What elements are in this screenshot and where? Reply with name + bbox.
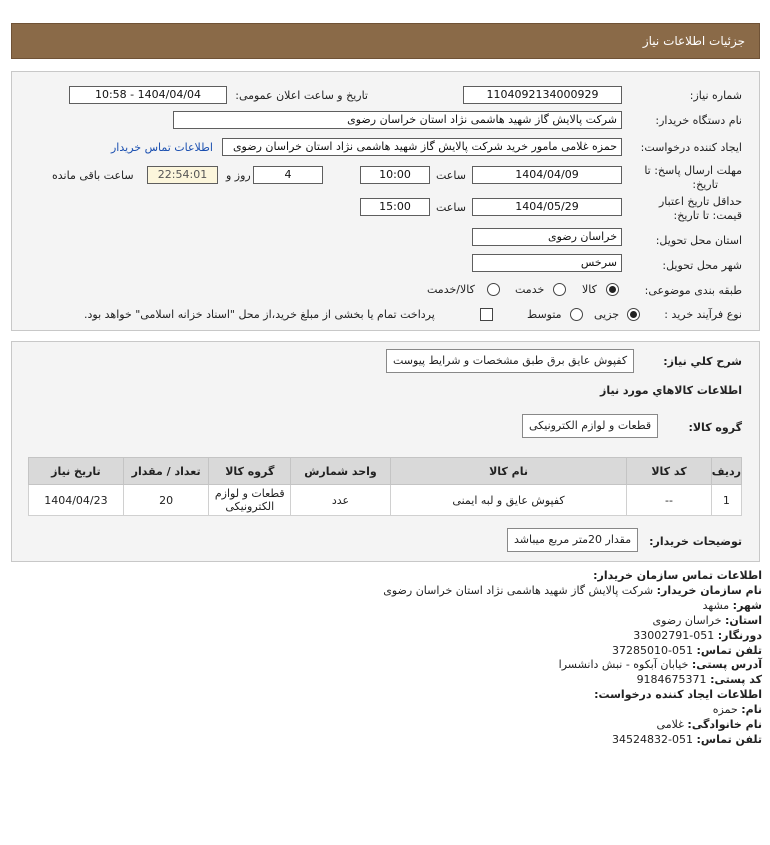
cell-row-number: 1 <box>711 485 741 516</box>
creator-phone <box>22 733 762 748</box>
creator-first-name <box>22 703 762 718</box>
contact-buyer-name-value: شرکت پالایش گاز شهید هاشمی نژاد استان خراسان رضوی <box>383 583 654 597</box>
creator-phone-key: تلفن تماس: <box>696 732 762 746</box>
table-row <box>29 485 742 516</box>
col-goods-group: گروه کالا <box>209 458 291 485</box>
process-minor-radio[interactable] <box>627 308 640 321</box>
contact-province <box>22 614 762 629</box>
cell-goods-name: کفپوش عایق و لبه ایمنی <box>390 485 627 516</box>
buyer-org-field[interactable]: شرکت پالایش گاز شهید هاشمی نژاد استان خراسان رضوی <box>173 111 622 129</box>
contact-address-key: آدرس پستی: <box>691 658 762 672</box>
remaining-time-field: 22:54:01 <box>147 166 218 184</box>
contact-phone <box>22 644 762 659</box>
contact-postal <box>22 673 762 688</box>
deadline-time-label: ساعت <box>436 169 466 182</box>
contact-city-value: مشهد <box>702 598 730 612</box>
col-goods-code: کد کالا <box>627 458 712 485</box>
category-goods-label: کالا <box>582 283 597 296</box>
creator-last-name-key: نام خانوادگی: <box>687 718 762 732</box>
contact-buyer-name-key: نام سازمان خریدار: <box>656 583 762 597</box>
city-field[interactable]: سرخس <box>472 254 622 272</box>
announce-datetime-field[interactable]: 1404/04/04 - 10:58 <box>69 86 227 104</box>
col-unit: واحد شمارش <box>291 458 391 485</box>
buyer-contact-link[interactable]: اطلاعات تماس خریدار <box>111 141 213 154</box>
need-number-label: شماره نیاز: <box>689 89 742 102</box>
col-need-date: تاریخ نیاز <box>29 458 124 485</box>
announce-label: تاریخ و ساعت اعلان عمومی: <box>235 89 368 102</box>
contact-fax <box>22 629 762 644</box>
days-label: روز و <box>226 169 251 182</box>
remaining-time-label: ساعت باقی مانده <box>52 169 134 182</box>
process-minor-label: جزیی <box>594 308 620 321</box>
deadline-time-field[interactable]: 10:00 <box>360 166 430 184</box>
goods-group-field: قطعات و لوازم الکترونیکی <box>522 414 658 438</box>
contact-info <box>22 569 762 748</box>
need-number-field[interactable]: 1104092134000929 <box>463 86 622 104</box>
summary-field: کفپوش عایق برق طبق مشخصات و شرایط پیوست <box>386 349 634 373</box>
cell-unit: عدد <box>291 485 391 516</box>
contact-city-key: شهر: <box>732 598 762 612</box>
creator-first-name-value: حمزه <box>712 703 738 717</box>
contact-phone-value: 051-37285010 <box>612 643 694 657</box>
creator-first-name-key: نام: <box>741 703 762 717</box>
validity-date-field[interactable]: 1404/05/29 <box>472 198 622 216</box>
contact-buyer-name <box>22 584 762 599</box>
contact-phone-key: تلفن تماس: <box>696 643 762 657</box>
deadline-date-field[interactable]: 1404/04/09 <box>472 166 622 184</box>
deadline-label-line1: مهلت ارسال پاسخ: تا <box>644 164 742 177</box>
process-label: نوع فرآیند خرید : <box>664 308 742 321</box>
process-medium-label: متوسط <box>527 308 562 321</box>
contact-province-value: خراسان رضوی <box>652 613 722 627</box>
contact-address <box>22 658 762 673</box>
buyer-notes-label: توضیحات خریدار: <box>649 535 742 548</box>
cell-goods-code: -- <box>627 485 712 516</box>
col-quantity: تعداد / مقدار <box>123 458 209 485</box>
category-label: طبقه بندی موضوعی: <box>644 284 742 297</box>
contact-postal-value: 9184675371 <box>636 673 707 687</box>
cell-need-date: 1404/04/23 <box>29 485 124 516</box>
validity-time-label: ساعت <box>436 201 466 214</box>
col-goods-name: نام کالا <box>390 458 627 485</box>
col-row-number: ردیف <box>711 458 741 485</box>
validity-time-field[interactable]: 15:00 <box>360 198 430 216</box>
validity-label-line2: قیمت: تا تاریخ: <box>673 209 742 222</box>
contact-title: اطلاعات تماس سازمان خریدار: <box>593 569 762 582</box>
province-field[interactable]: خراسان رضوی <box>472 228 622 246</box>
category-both-label: کالا/خدمت <box>427 283 475 296</box>
need-detail-panel <box>11 341 760 562</box>
goods-table <box>28 457 742 516</box>
treasury-payment-checkbox[interactable] <box>480 308 493 321</box>
treasury-payment-note: پرداخت تمام یا بخشی از مبلغ خرید،از محل "اسناد خزانه اسلامی" خواهد بود. <box>84 308 435 321</box>
contact-postal-key: کد پستی: <box>710 673 762 687</box>
validity-label-line1: حداقل تاریخ اعتبار <box>658 195 742 208</box>
creator-label: ایجاد کننده درخواست: <box>640 141 742 154</box>
buyer-notes-field: مقدار 20متر مربع میباشد <box>507 528 638 552</box>
goods-info-title: اطلاعات كالاهاي مورد نياز <box>600 384 742 397</box>
process-medium-radio[interactable] <box>570 308 583 321</box>
creator-field[interactable]: حمزه غلامی مامور خرید شرکت پالایش گاز شهید هاشمی نژاد استان خراسان رضوی <box>222 138 622 156</box>
creator-info-title: اطلاعات ایجاد کننده درخواست: <box>594 688 762 702</box>
category-both-radio[interactable] <box>487 283 500 296</box>
creator-phone-value: 051-34524832 <box>612 732 694 746</box>
page-title: جزئیات اطلاعات نیاز <box>642 34 745 48</box>
cell-quantity: 20 <box>123 485 209 516</box>
category-service-radio[interactable] <box>553 283 566 296</box>
cell-goods-group: قطعات و لوازم الکترونیکی <box>209 485 291 516</box>
creator-last-name-value: غلامی <box>656 718 684 732</box>
contact-address-value: خیابان آبکوه - نبش دانشسرا <box>558 658 689 672</box>
contact-fax-value: 051-33002791 <box>633 628 715 642</box>
goods-group-label: گروه کالا: <box>688 421 742 434</box>
buyer-org-label: نام دستگاه خریدار: <box>655 114 742 127</box>
contact-fax-key: دورنگار: <box>717 628 762 642</box>
deadline-label-line2: تاریخ: <box>692 178 718 191</box>
province-label: استان محل تحویل: <box>655 234 742 247</box>
city-label: شهر محل تحویل: <box>662 259 742 272</box>
category-service-label: خدمت <box>515 283 545 296</box>
contact-city <box>22 599 762 614</box>
remaining-days-field[interactable]: 4 <box>253 166 323 184</box>
contact-province-key: استان: <box>725 613 762 627</box>
summary-label: شرح كلي نياز: <box>663 355 742 368</box>
category-goods-radio[interactable] <box>606 283 619 296</box>
creator-last-name <box>22 718 762 733</box>
goods-table-header <box>29 458 742 485</box>
page-header <box>11 23 760 59</box>
